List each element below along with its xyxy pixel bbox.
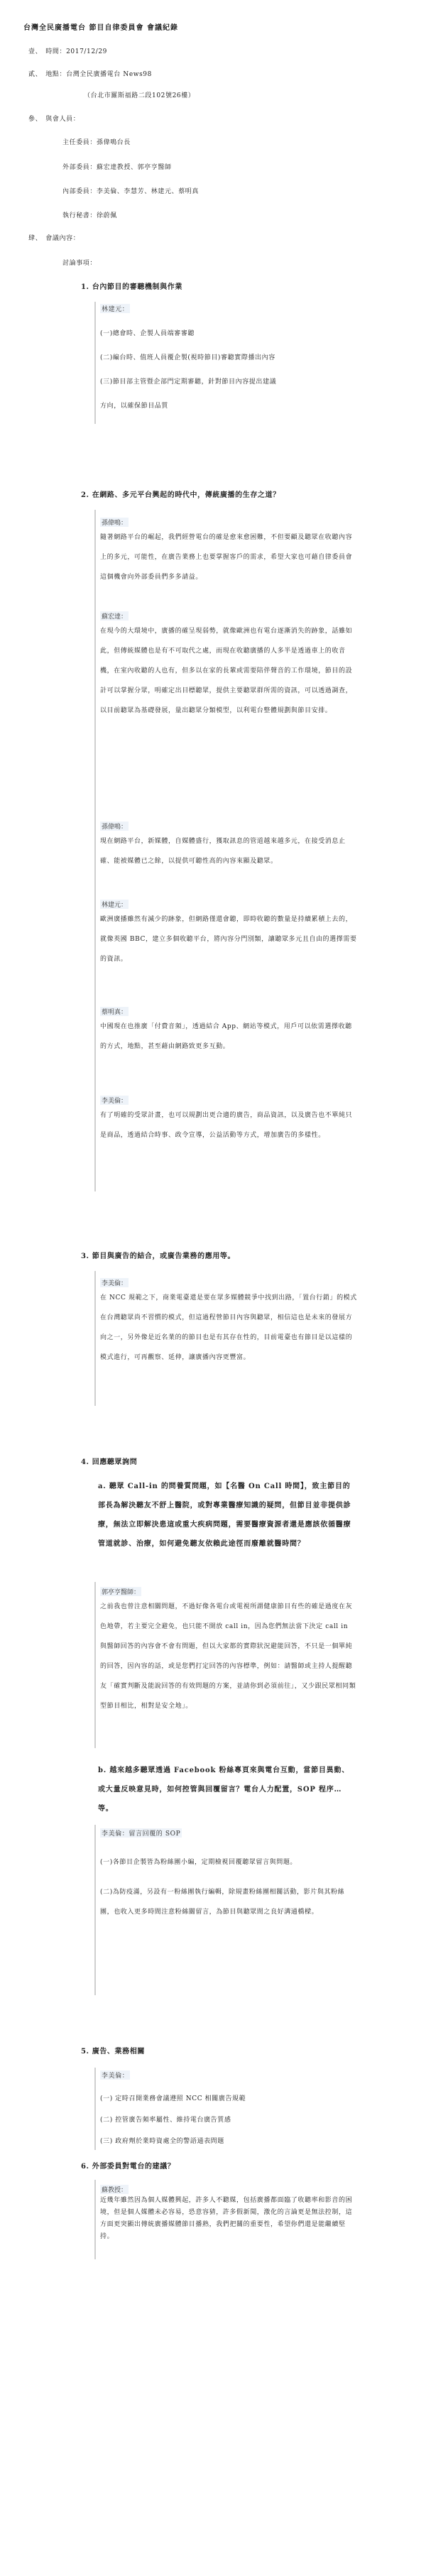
s2-block xyxy=(100,1092,357,1145)
speaker-text: 在現今的大環境中，廣播的確呈現弱勢，就像歐洲也有電台逐漸消失的跡象，話雖如此，但傳統媒體也是有不可取代之處，而現在收聽廣播的人多半是透過車上的收音機，在室內收聽的人也有，但多以在家的長輩或需要陪伴聲音的工作環境，節目的設計可以掌握分眾，明確定出目標聽眾，提供主要聽眾群所需的資訊，可以透過調查，以目前聽眾為基礎發展，量出聽眾分類模型，以利電台整體規劃與節目安排。 xyxy=(100,628,353,714)
s5-line: (二) 控管廣告頻率屬性、維持電台廣告質感 xyxy=(100,2117,231,2124)
document-title: 台灣全民廣播電台 節目自律委員會 會議紀錄 xyxy=(23,24,178,32)
speaker-name: 李美倫： xyxy=(100,2070,130,2080)
quote-bar xyxy=(94,1271,96,1406)
quote-bar xyxy=(94,2068,96,2150)
speaker-text: 在 NCC 規範之下，商業電臺還是要在眾多媒體競爭中找到出路，「置台行銷」的模式在台灣聽眾尚不習慣的模式，但這過程營節目內容與聽眾，相信這也是未來的發展方向之一，另外像是近名業的的節目也是有其存在性的，目前電臺也有節目是以這樣的模式進行，可再觀察、延伸，讓廣播內容更豐富。 xyxy=(100,1294,357,1361)
section-3-heading: 3. 節目與廣告的結合，或廣告業務的應用等。 xyxy=(81,1252,236,1260)
quote-bar xyxy=(94,302,96,424)
attendee-secretary: 執行秘書：徐蔚佩 xyxy=(62,212,117,219)
s5-block xyxy=(100,2070,357,2157)
speaker-text: 隨著網路平台的崛起，我們經營電台的確是愈來愈困難，不但要顧及聽眾在收聽內容上的多元，可能性，在廣告業務上也要掌握客戶的需求，希望大家也可藉自律委員會這個機會向外部委員們多多請益。 xyxy=(100,534,353,581)
section-1-line: (一)總會時、企製人員端審審聽 xyxy=(100,330,195,337)
quote-bar xyxy=(94,2180,96,2259)
attendee-chair: 主任委員：孫偉鳴台長 xyxy=(62,139,131,146)
s6-block xyxy=(100,2181,357,2243)
speaker-name: 李美倫： xyxy=(100,1278,129,1287)
s5-line: (一) 定時召開業務會議遵照 NCC 相關廣告規範 xyxy=(100,2095,246,2102)
question-b-text: 越來越多聽眾透過 Facebook 粉絲專頁來與電台互動，當節目異動、或大量反映意見時，如何控管與回覆留言？電台人力配置，SOP 程序…等。 xyxy=(98,1767,350,1813)
speaker-name: 李美倫： xyxy=(100,1096,129,1105)
question-b xyxy=(98,1761,354,1818)
attendees-heading: 參、 與會人員： xyxy=(28,116,80,123)
s2-block xyxy=(100,514,357,587)
speaker-name: 孫偉鳴： xyxy=(100,518,129,527)
content-heading: 肆、 會議內容： xyxy=(28,235,80,242)
attendee-external: 外部委員：蘇宏達教授、郭亭亨醫師 xyxy=(62,164,172,171)
s4-answer-a xyxy=(100,1583,357,1716)
speaker-name: 蘇宏達： xyxy=(100,611,129,621)
meeting-place: 貳、 地點：台灣全民廣播電台 News98 xyxy=(28,71,152,78)
question-a-label: a. xyxy=(98,1483,106,1490)
speaker-text: 近幾年雖然因為個人媒體興起，許多人不聽媒，包括廣播都面臨了收聽率和影音的困境，但是個人媒體未必容易，恐意容猜，許多假新聞，激化的言論更是無法控制，這方面更突顯出傳統廣播媒體節目播熟，我們把關的重要性，希望你們還是能繼續堅持。 xyxy=(100,2197,353,2240)
speaker-name: 林建元： xyxy=(100,900,129,909)
speaker-name: 李美倫：留言回覆的 SOP xyxy=(100,1828,182,1838)
speaker-name: 蔡明真： xyxy=(100,1007,129,1016)
meeting-address: （台北市羅斯福路二段102號26樓） xyxy=(84,92,195,99)
s4-answer-b xyxy=(100,1828,357,1922)
discussion-heading: 討論事項： xyxy=(62,260,97,267)
section-5-heading: 5. 廣告、業務相關 xyxy=(81,2048,145,2056)
question-b-label: b. xyxy=(98,1767,107,1774)
answer-b-line: (二)為防疫滿，另設有一粉絲團執行編輯，除規畫粉絲團相關活動，影片與其粉絲團，也收入更多時間注意粉絲關留言，為節目與聽眾間之良好溝通橋樑。 xyxy=(100,1889,345,1916)
speaker-text: 有了明確的受眾計畫，也可以規劃出更合適的廣告，商品資訊，以及廣告也不單純只是商品，透過結合時事、政令宣導，公益活動等方式，增加廣告的多樣性。 xyxy=(100,1112,353,1139)
speaker-name: 郭亭亨醫師： xyxy=(100,1587,141,1596)
s3-block xyxy=(100,1275,357,1368)
section-1-heading: 1. 台內節目的審聽機制與作業 xyxy=(81,283,182,291)
quote-bar xyxy=(94,1825,96,1995)
section-6-heading: 6. 外部委員對電台的建議？ xyxy=(81,2163,175,2171)
s5-line: (三) 政府劑於業時資處全的警語通表問題 xyxy=(100,2138,224,2145)
section-1-body xyxy=(100,304,363,425)
section-1-line: (二)編台時、值班人員覆企製(視時節目)審聽實際播出內容 xyxy=(100,354,275,361)
speaker-text: 之前我也曾注意相關問題，不過好像各電台或電視所謂健康節目有些的確是過度在灰色地帶，若主要完全避免，也只能不開放 call in，因為您們無法當下決定 call in 與醫師回答的內容會不會有問題，但以大家都的實際狀況避能回答，不只是一個單純的回答，因內容的話，或是您們打定回答的內容標準，例如：請醫師或主持人提醒聽友「確實判斷及能說回答的有效問題的方案，並請你到必須前往」，又少跟民眾相同類型節目相比，相對是安全地」。 xyxy=(100,1603,356,1710)
meeting-time: 壹、 時間：2017/12/29 xyxy=(28,48,107,55)
attendee-internal: 內部委員：李美倫、李慧芳、林建元、蔡明真 xyxy=(62,188,200,195)
answer-b-line: (一)各節目企製皆為粉絲團小編，定期檢視回覆聽眾留言與問題。 xyxy=(100,1859,297,1866)
quote-bar xyxy=(94,1582,96,1748)
section-1-line: 方向，以確保節目品質 xyxy=(100,403,169,410)
s2-block xyxy=(100,608,357,721)
question-a-text: 聽眾 Call-in 的問養質問題，如【名醫 On Call 時間】，致主節目的部長為解決聽友不舒上醫院，或對專業醫療知識的疑問，但節目並非提供診療，無法立即解決患這或重大疾病問題，需要醫療資源者還是應該依循醫療管道就診、治療，如何避免聽友依賴此途徑而廢離就醫時間？ xyxy=(98,1483,351,1548)
speaker-name: 蘇教授： xyxy=(100,2185,129,2194)
section-4-heading: 4. 回應聽眾詢問 xyxy=(81,1458,138,1466)
question-a xyxy=(98,1477,354,1554)
section-1-line: (三)節目部主管暨企部門定期審聽，針對節目內容提出建議 xyxy=(100,378,277,386)
speaker-text: 歐洲廣播雖然有減少的跡象，但網路僅還會聽，即時收聽的數量是持續累積上去的，就像英國 BBC，建立多個收聽平台，將內容分門別類，讓聽眾多元且自由的選擇需要的資訊。 xyxy=(100,916,357,963)
section-2-heading: 2. 在網路、多元平台興起的時代中，傳統廣播的生存之道？ xyxy=(81,491,280,499)
speaker-text: 現在網路平台，新媒體，自媒體盛行，獲取訊息的管道越來越多元，在接受消息止確、能被媒體已之餘，以提供可聽性高的內容來顯及聽眾。 xyxy=(100,838,346,865)
speaker-text: 中國現在也推廣「付費音頻」，透過結合 App、網站等模式，用戶可以依需選擇收聽的方式，地點，甚至藉由網路致更多互動。 xyxy=(100,1023,352,1050)
speaker-name: 孫偉鳴： xyxy=(100,822,129,831)
s2-block xyxy=(100,1003,357,1057)
s2-block xyxy=(100,818,357,871)
s2-block xyxy=(100,896,357,969)
speaker-name: 林建元： xyxy=(100,304,130,313)
quote-bar xyxy=(94,510,96,1191)
